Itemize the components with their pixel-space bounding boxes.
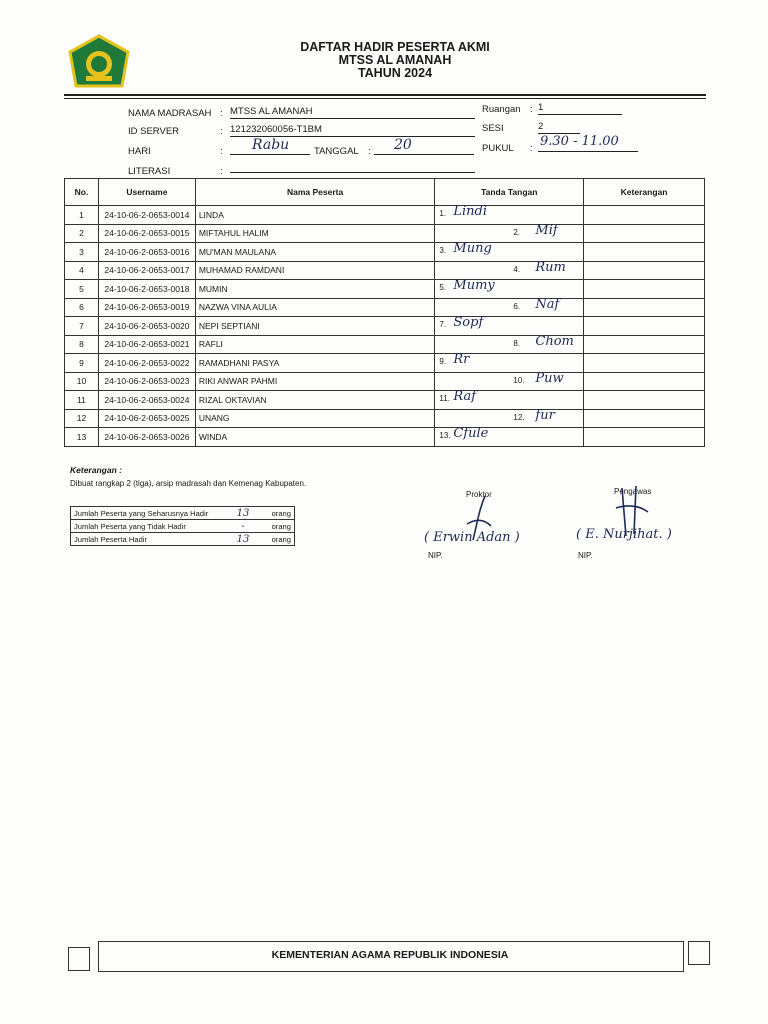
- row-keterangan: [584, 224, 705, 243]
- participant-signature: fur: [535, 407, 555, 423]
- doc-title-line1: DAFTAR HADIR PESERTA AKMI: [300, 40, 490, 54]
- signature-number: 13.: [439, 431, 451, 440]
- row-nama-peserta: MUHAMAD RAMDANI: [195, 261, 435, 280]
- row-keterangan: [584, 428, 705, 447]
- row-keterangan: [584, 206, 705, 225]
- col-header-nama-peserta: Nama Peserta: [195, 179, 435, 206]
- summary-unit: orang: [264, 533, 295, 546]
- row-no: 11: [65, 391, 99, 410]
- ruangan-label: Ruangan: [482, 104, 521, 115]
- hari-label: HARI: [128, 146, 151, 157]
- col-header-tanda-tangan: Tanda Tangan: [435, 179, 584, 206]
- summary-row: [71, 520, 295, 533]
- signature-number: 6.: [513, 301, 521, 311]
- row-keterangan: [584, 298, 705, 317]
- proktor-name: ( Erwin Adan ): [424, 530, 520, 545]
- row-tanda-tangan: [435, 224, 584, 243]
- pengawas-nip: NIP.: [578, 551, 593, 560]
- tanggal-field: [374, 138, 474, 155]
- row-tanda-tangan: [435, 317, 584, 336]
- hari-value: Rabu: [252, 137, 290, 153]
- table-row: [65, 354, 705, 373]
- summary-unit: orang: [264, 520, 295, 533]
- row-nama-peserta: UNANG: [195, 409, 435, 428]
- summary-label: Jumlah Peserta Hadir: [71, 533, 223, 546]
- row-keterangan: [584, 391, 705, 410]
- literasi-label: LITERASI: [128, 166, 171, 177]
- footer-corner-box-right: [688, 941, 710, 965]
- participant-signature: Mumy: [453, 278, 495, 293]
- row-nama-peserta: WINDA: [195, 428, 435, 447]
- nama-madrasah-label: NAMA MADRASAH: [128, 108, 212, 119]
- summary-label: Jumlah Peserta yang Seharusnya Hadir: [71, 507, 223, 520]
- summary-table: [70, 506, 295, 546]
- summary-value: 13: [222, 533, 264, 546]
- row-nama-peserta: RIZAL OKTAVIAN: [195, 391, 435, 410]
- row-tanda-tangan: [435, 354, 584, 373]
- row-no: 9: [65, 354, 99, 373]
- row-nama-peserta: NAZWA VINA AULIA: [195, 298, 435, 317]
- table-row: [65, 317, 705, 336]
- row-no: 13: [65, 428, 99, 447]
- col-header-keterangan: Keterangan: [584, 179, 705, 206]
- row-keterangan: [584, 372, 705, 391]
- table-row: [65, 224, 705, 243]
- table-row: [65, 428, 705, 447]
- summary-row: [71, 507, 295, 520]
- participant-signature: Mif: [535, 222, 558, 238]
- attendance-table: [64, 178, 705, 447]
- doc-title-line3: TAHUN 2024: [357, 66, 433, 80]
- row-tanda-tangan: [435, 335, 584, 354]
- table-row: [65, 206, 705, 225]
- tanggal-value: 20: [394, 137, 412, 153]
- proktor-nip: NIP.: [428, 551, 443, 560]
- row-username: 24-10-06-2-0653-0025: [98, 409, 195, 428]
- participant-signature: Sopf: [453, 315, 484, 330]
- row-no: 1: [65, 206, 99, 225]
- signature-number: 1.: [439, 209, 447, 218]
- row-no: 2: [65, 224, 99, 243]
- signature-number: 8.: [513, 338, 521, 348]
- signature-number: 10.: [513, 375, 525, 385]
- row-username: 24-10-06-2-0653-0016: [98, 243, 195, 262]
- row-tanda-tangan: [435, 206, 584, 225]
- participant-signature: Rum: [535, 259, 566, 275]
- summary-unit: orang: [264, 507, 295, 520]
- footer-text: KEMENTERIAN AGAMA REPUBLIK INDONESIA: [271, 949, 509, 961]
- participant-signature: Naf: [535, 296, 560, 312]
- signature-number: 2.: [513, 227, 521, 237]
- row-username: 24-10-06-2-0653-0026: [98, 428, 195, 447]
- table-row: [65, 335, 705, 354]
- sesi-label: SESI: [482, 123, 504, 134]
- colon: :: [530, 104, 533, 115]
- row-nama-peserta: RAMADHANI PASYA: [195, 354, 435, 373]
- row-tanda-tangan: [435, 243, 584, 262]
- row-username: 24-10-06-2-0653-0019: [98, 298, 195, 317]
- pukul-value: 9.30 - 11.00: [540, 134, 619, 149]
- hari-field: [230, 138, 310, 155]
- row-tanda-tangan: [435, 391, 584, 410]
- tanggal-label: TANGGAL: [314, 146, 359, 157]
- id-server-label: ID SERVER: [128, 126, 180, 137]
- row-no: 6: [65, 298, 99, 317]
- summary-label: Jumlah Peserta yang Tidak Hadir: [71, 520, 223, 533]
- row-no: 7: [65, 317, 99, 336]
- row-keterangan: [584, 317, 705, 336]
- row-username: 24-10-06-2-0653-0017: [98, 261, 195, 280]
- doc-title-line2: MTSS AL AMANAH: [338, 53, 452, 67]
- row-keterangan: [584, 354, 705, 373]
- row-nama-peserta: MUMIN: [195, 280, 435, 299]
- row-no: 8: [65, 335, 99, 354]
- row-keterangan: [584, 409, 705, 428]
- literasi-value-line: [230, 160, 475, 173]
- table-header-row: [65, 179, 705, 206]
- row-username: 24-10-06-2-0653-0022: [98, 354, 195, 373]
- participant-signature: Chom: [535, 333, 574, 349]
- row-nama-peserta: MU'MAN MAULANA: [195, 243, 435, 262]
- row-keterangan: [584, 261, 705, 280]
- colon: :: [530, 143, 533, 154]
- row-tanda-tangan: [435, 261, 584, 280]
- row-no: 12: [65, 409, 99, 428]
- signature-number: 4.: [513, 264, 521, 274]
- pengawas-name: ( E. Nurjihat. ): [576, 527, 672, 542]
- row-keterangan: [584, 243, 705, 262]
- row-nama-peserta: LINDA: [195, 206, 435, 225]
- table-row: [65, 298, 705, 317]
- row-no: 5: [65, 280, 99, 299]
- row-username: 24-10-06-2-0653-0015: [98, 224, 195, 243]
- colon: :: [220, 166, 223, 177]
- signature-number: 9.: [439, 357, 447, 366]
- col-header-username: Username: [98, 179, 195, 206]
- footer-corner-box-left: [68, 947, 90, 971]
- row-nama-peserta: NEPI SEPTIANI: [195, 317, 435, 336]
- row-tanda-tangan: [435, 409, 584, 428]
- row-keterangan: [584, 280, 705, 299]
- row-username: 24-10-06-2-0653-0018: [98, 280, 195, 299]
- summary-row: [71, 533, 295, 546]
- row-tanda-tangan: [435, 372, 584, 391]
- signature-number: 7.: [439, 320, 447, 329]
- pukul-label: PUKUL: [482, 143, 514, 154]
- row-username: 24-10-06-2-0653-0023: [98, 372, 195, 391]
- participant-signature: Cfule: [453, 426, 489, 441]
- participant-signature: Rr: [453, 352, 470, 367]
- proktor-label: Proktor: [466, 490, 492, 499]
- colon: :: [220, 108, 223, 119]
- ruangan-value: 1: [538, 102, 622, 115]
- row-tanda-tangan: [435, 280, 584, 299]
- kemenag-logo: [64, 34, 134, 94]
- row-username: 24-10-06-2-0653-0020: [98, 317, 195, 336]
- table-row: [65, 372, 705, 391]
- pengawas-label: Pengawas: [614, 487, 652, 496]
- row-username: 24-10-06-2-0653-0021: [98, 335, 195, 354]
- signature-number: 12.: [513, 412, 525, 422]
- participant-signature: Lindi: [453, 204, 488, 219]
- colon: :: [220, 126, 223, 137]
- row-no: 10: [65, 372, 99, 391]
- row-username: 24-10-06-2-0653-0024: [98, 391, 195, 410]
- nama-madrasah-value: MTSS AL AMANAH: [230, 106, 475, 119]
- row-nama-peserta: RAFLI: [195, 335, 435, 354]
- participant-signature: Mung: [453, 241, 492, 256]
- participant-signature: Puw: [535, 370, 564, 386]
- table-row: [65, 261, 705, 280]
- row-no: 4: [65, 261, 99, 280]
- pukul-field: [538, 136, 638, 152]
- signature-number: 3.: [439, 246, 447, 255]
- signature-number: 11.: [439, 394, 450, 403]
- row-tanda-tangan: [435, 428, 584, 447]
- notes-title: Keterangan :: [70, 465, 122, 475]
- sesi-value: 2: [538, 121, 580, 134]
- row-nama-peserta: MIFTAHUL HALIM: [195, 224, 435, 243]
- row-username: 24-10-06-2-0653-0014: [98, 206, 195, 225]
- table-row: [65, 391, 705, 410]
- table-row: [65, 243, 705, 262]
- colon: :: [368, 146, 371, 157]
- table-row: [65, 280, 705, 299]
- header-rule: [64, 94, 706, 96]
- table-row: [65, 409, 705, 428]
- id-server-value: 121232060056-T1BM: [230, 124, 475, 137]
- header-rule-thin: [64, 98, 706, 99]
- summary-value: -: [222, 520, 264, 533]
- signature-number: 5.: [439, 283, 447, 292]
- colon: :: [220, 146, 223, 157]
- participant-signature: Raf: [453, 389, 477, 404]
- row-tanda-tangan: [435, 298, 584, 317]
- row-keterangan: [584, 335, 705, 354]
- summary-value: 13: [222, 507, 264, 520]
- col-header-no: No.: [65, 179, 99, 206]
- row-nama-peserta: RIKI ANWAR PAHMI: [195, 372, 435, 391]
- notes-text: Dibuat rangkap 2 (tiga), arsip madrasah dan Kemenag Kabupaten.: [70, 479, 307, 488]
- row-no: 3: [65, 243, 99, 262]
